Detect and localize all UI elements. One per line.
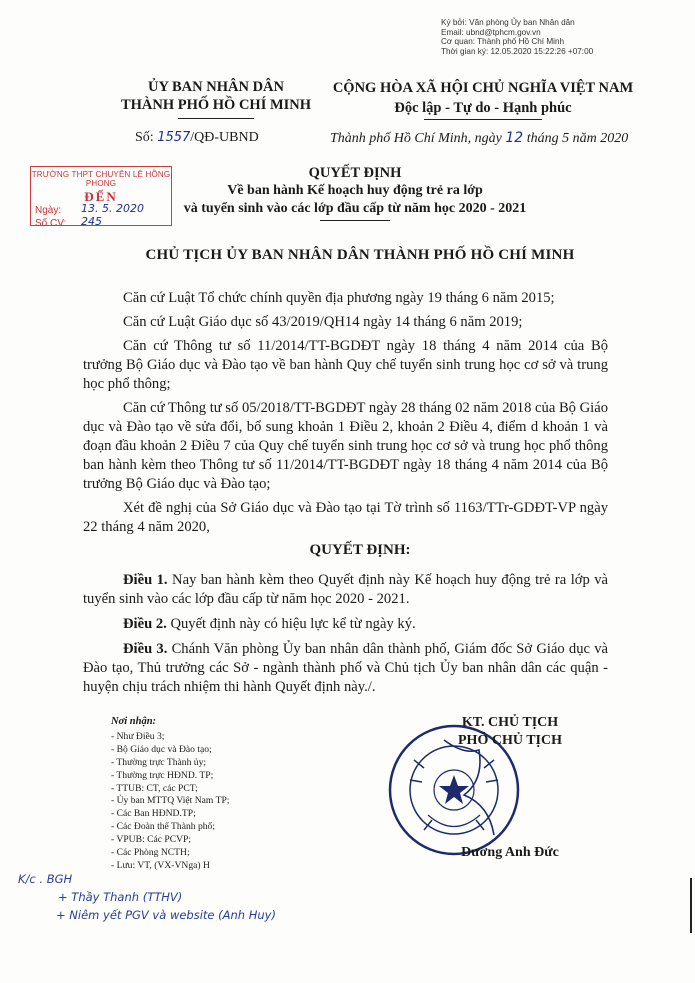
document-title [150,164,560,218]
stamp-label: ĐẾN [84,189,118,204]
legal-basis [83,289,608,542]
title-line1: QUYẾT ĐỊNH [308,165,402,181]
article-text: Nay ban hành kèm theo Quyết định này Kế hoạch huy động trẻ ra lớp và tuyển sinh vào các lớp đầu cấp từ năm học 2020 - 2021. [83,572,608,607]
doc-number-prefix: Số: [135,130,154,145]
doc-number-suffix: /QĐ-UBND [190,130,259,145]
divider [320,220,390,221]
digsig-agency: Cơ quan: Thành phố Hồ Chí Minh [441,37,565,47]
recipient-item: - Lưu: VT, (VX-VNga) H [111,859,210,871]
digsig-time: Thời gian ký: 12.05.2020 15:22:26 +07:00 [441,46,594,56]
recipient-item: - Các Ban HĐND.TP; [111,808,196,820]
stamp-number-row [35,215,171,231]
date-suffix: tháng 5 năm 2020 [526,131,629,146]
title-line3: và tuyển sinh vào các lớp đầu cấp từ năm học 2020 - 2021 [183,201,527,216]
basis-paragraph: Căn cứ Thông tư số 11/2014/TT-BGDĐT ngày 18 tháng 4 năm 2014 của Bộ trưởng Bộ Giáo dục và Đào tạo về ban hành Quy chế tuyển sinh trung học cơ sở và trung học phổ thông; [83,338,608,392]
recipient-item: - Thường trực HĐND. TP; [111,769,214,781]
date-prefix: Thành phố Hồ Chí Minh, ngày [330,131,502,146]
issuer-heading: CHỦ TỊCH ỦY BAN NHÂN DÂN THÀNH PHỐ HỒ CHÍ MINH [145,247,575,263]
stamp-number-value: 245 [81,215,102,228]
recipient-item: - Các Đoàn thể Thành phố; [111,821,215,833]
recipient-item: - TTUB: CT, các PCT; [111,782,198,794]
digsig-email: Email: ubnd@tphcm.gov.vn [441,27,541,37]
article-1 [83,571,608,609]
basis-paragraph: Căn cứ Luật Giáo dục số 43/2019/QH14 ngày 14 tháng 6 năm 2019; [123,314,523,330]
signature-block [400,714,620,750]
article-text: Chánh Văn phòng Ủy ban nhân dân thành phố, Giám đốc Sở Giáo dục và Đào tạo, Thủ trưởng các Sở - ngành thành phố và Chủ tịch Ủy ban nhân dân các quận - huyện chịu trách nhiệm thi hành Quyết định này./. [83,641,608,695]
recipient-item: - Như Điều 3; [111,730,165,742]
title-line2: Về ban hành Kế hoạch huy động trẻ ra lớp [227,183,483,198]
note-line: K/c . BGH [18,872,73,886]
nation-name: CỘNG HÒA XÃ HỘI CHỦ NGHĨA VIỆT NAM [332,80,634,96]
article-2 [83,615,608,634]
article-text: Quyết định này có hiệu lực kể từ ngày ký. [170,616,416,632]
agency-name-line2: THÀNH PHỐ HỒ CHÍ MINH [120,97,312,113]
digsig-signer: Ký bởi: Văn phòng Ủy ban Nhân dân [441,18,575,27]
stamp-number-label: Số CV: [35,218,67,229]
recipient-item: - VPUB: Các PCVP; [111,834,192,846]
divider [178,118,254,119]
recipients-list [111,716,229,873]
national-motto: Độc lập - Tự do - Hạnh phúc [394,100,572,116]
stamp-school: TRƯỜNG THPT CHUYÊN LÊ HỒNG PHONG [31,170,171,188]
agency-header [96,78,336,114]
article-label: Điều 2. [123,616,167,632]
article-label: Điều 3. [123,641,168,657]
signature-title: KT. CHỦ TỊCH [461,715,559,730]
article-label: Điều 1. [123,572,168,588]
note-line: + Thầy Thanh (TTHV) [58,890,183,904]
article-3 [83,640,608,697]
recipients-heading: Nơi nhận: [111,716,157,727]
note-line: + Niêm yết PGV và website (Anh Huy) [56,908,276,922]
stamp-date-value: 13. 5. 2020 [81,202,144,215]
signer-name: Dương Anh Đức [461,845,559,860]
agency-name-line1: ỦY BAN NHÂN DÂN [147,79,284,95]
divider [424,119,542,120]
handwritten-note [18,870,276,924]
date-day-handwritten: 12 [505,130,524,146]
national-header [318,78,648,118]
recipient-item: - Các Phòng NCTH; [111,847,190,859]
recipient-item: - Bộ Giáo dục và Đào tạo; [111,743,212,755]
scan-edge-mark [690,878,692,933]
articles [83,571,608,703]
decision-heading: QUYẾT ĐỊNH: [309,542,411,558]
doc-number-handwritten: 1557 [157,130,191,145]
recipient-item: - Ủy ban MTTQ Việt Nam TP; [111,795,230,807]
signature-role: PHÓ CHỦ TỊCH [458,733,562,748]
basis-paragraph: Xét đề nghị của Sở Giáo dục và Đào tạo tại Tờ trình số 1163/TTr-GDĐT-VP ngày 22 tháng 4 năm 2020, [83,500,608,535]
basis-paragraph: Căn cứ Luật Tổ chức chính quyền địa phương ngày 19 tháng 6 năm 2015; [123,290,555,306]
stamp-date-label: Ngày: [35,205,62,216]
document-date [330,130,628,147]
basis-paragraph: Căn cứ Thông tư số 05/2018/TT-BGDĐT ngày 28 tháng 02 năm 2018 của Bộ Giáo dục và Đào tạo về sửa đổi, bổ sung khoản 1 Điều 2, khoản 2 Điều 4, điểm d khoản 1 và đoạn đầu khoản 2 Điều 7 của Quy chế tuyển sinh trung học cơ sở và trung học phổ thông ban hành kèm theo Thông tư số 11/2014/TT-BGDĐT ngày 18 tháng 4 năm 2014 của Bộ trưởng Bộ Giáo dục và Đào tạo; [83,400,608,492]
digital-signature-info [441,18,593,56]
recipient-item: - Thường trực Thành ủy; [111,756,207,768]
document-number [135,130,259,146]
